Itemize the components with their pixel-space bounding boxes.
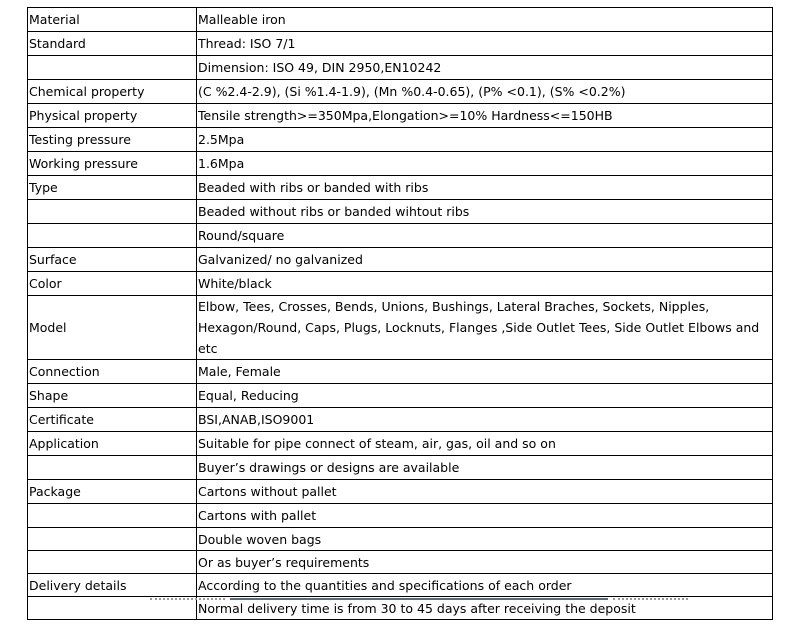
- value-package-cartons-with-pallet: Cartons with pallet: [197, 504, 773, 528]
- value-model: Elbow, Tees, Crosses, Bends, Unions, Bushings, Lateral Braches, Sockets, Nipples, Hexagon/Round, Caps, Plugs, Locknuts, Flanges ,Side Outlet Tees, Side Outlet Elbows and etc: [197, 296, 773, 360]
- value-delivery-time: Normal delivery time is from 30 to 45 days after receiving the deposit: [197, 597, 773, 620]
- label-empty: [28, 504, 197, 528]
- table-row-surface: [28, 248, 773, 272]
- label-delivery-details: Delivery details: [28, 574, 197, 597]
- value-type-round-square: Round/square: [197, 224, 773, 248]
- table-row-color: [28, 272, 773, 296]
- value-package-woven-bags: Double woven bags: [197, 528, 773, 551]
- table-row-model: [28, 296, 773, 360]
- label-empty: [28, 528, 197, 551]
- label-connection: Connection: [28, 360, 197, 384]
- value-physical-property: Tensile strength>=350Mpa,Elongation>=10% Hardness<=150HB: [197, 104, 773, 128]
- table-row-type: [28, 176, 773, 200]
- table-row-application-designs: [28, 456, 773, 480]
- value-application: Suitable for pipe connect of steam, air, gas, oil and so on: [197, 432, 773, 456]
- value-chemical-property: (C %2.4-2.9), (Si %1.4-1.9), (Mn %0.4-0.65), (P% <0.1), (S% <0.2%): [197, 80, 773, 104]
- table-row-type-without-ribs: [28, 200, 773, 224]
- value-type-without-ribs: Beaded without ribs or banded wihtout ribs: [197, 200, 773, 224]
- table-row-application: [28, 432, 773, 456]
- label-type: Type: [28, 176, 197, 200]
- label-empty: [28, 200, 197, 224]
- table-row-package-with-pallet: [28, 504, 773, 528]
- label-shape: Shape: [28, 384, 197, 408]
- label-surface: Surface: [28, 248, 197, 272]
- table-row-package-woven-bags: [28, 528, 773, 551]
- value-shape: Equal, Reducing: [197, 384, 773, 408]
- label-model: Model: [28, 296, 197, 360]
- label-certificate: Certificate: [28, 408, 197, 432]
- label-chemical-property: Chemical property: [28, 80, 197, 104]
- label-material: Material: [28, 8, 197, 32]
- table-row-type-round-square: [28, 224, 773, 248]
- table-row-delivery-details: [28, 574, 773, 597]
- value-testing-pressure: 2.5Mpa: [197, 128, 773, 152]
- table-row-shape: [28, 384, 773, 408]
- label-empty: [28, 551, 197, 574]
- label-empty: [28, 224, 197, 248]
- label-standard: Standard: [28, 32, 197, 56]
- table-row-package: [28, 480, 773, 504]
- value-surface: Galvanized/ no galvanized: [197, 248, 773, 272]
- value-standard-dimension: Dimension: ISO 49, DIN 2950,EN10242: [197, 56, 773, 80]
- table-row-working-pressure: [28, 152, 773, 176]
- value-package-cartons-without-pallet: Cartons without pallet: [197, 480, 773, 504]
- label-package: Package: [28, 480, 197, 504]
- label-testing-pressure: Testing pressure: [28, 128, 197, 152]
- specification-table: [27, 7, 773, 620]
- value-standard-thread: Thread: ISO 7/1: [197, 32, 773, 56]
- value-package-buyer-requirements: Or as buyer’s requirements: [197, 551, 773, 574]
- label-empty: [28, 456, 197, 480]
- table-row-chemical-property: [28, 80, 773, 104]
- value-working-pressure: 1.6Mpa: [197, 152, 773, 176]
- label-empty: [28, 56, 197, 80]
- table-row-standard: [28, 32, 773, 56]
- value-application-designs: Buyer’s drawings or designs are available: [197, 456, 773, 480]
- table-row-package-buyer-requirements: [28, 551, 773, 574]
- table-row-connection: [28, 360, 773, 384]
- footer-divider-line: [230, 598, 608, 600]
- value-type-with-ribs: Beaded with ribs or banded with ribs: [197, 176, 773, 200]
- table-row-material: [28, 8, 773, 32]
- label-working-pressure: Working pressure: [28, 152, 197, 176]
- table-row-certificate: [28, 408, 773, 432]
- table-row-testing-pressure: [28, 128, 773, 152]
- label-application: Application: [28, 432, 197, 456]
- table-row-standard-dimension: [28, 56, 773, 80]
- value-material: Malleable iron: [197, 8, 773, 32]
- footer-dotted-divider-left: [150, 598, 225, 602]
- value-color: White/black: [197, 272, 773, 296]
- value-connection: Male, Female: [197, 360, 773, 384]
- table-row-physical-property: [28, 104, 773, 128]
- label-physical-property: Physical property: [28, 104, 197, 128]
- footer-dotted-divider-right: [613, 598, 688, 602]
- label-color: Color: [28, 272, 197, 296]
- value-certificate: BSI,ANAB,ISO9001: [197, 408, 773, 432]
- value-delivery-quantities: According to the quantities and specifications of each order: [197, 574, 773, 597]
